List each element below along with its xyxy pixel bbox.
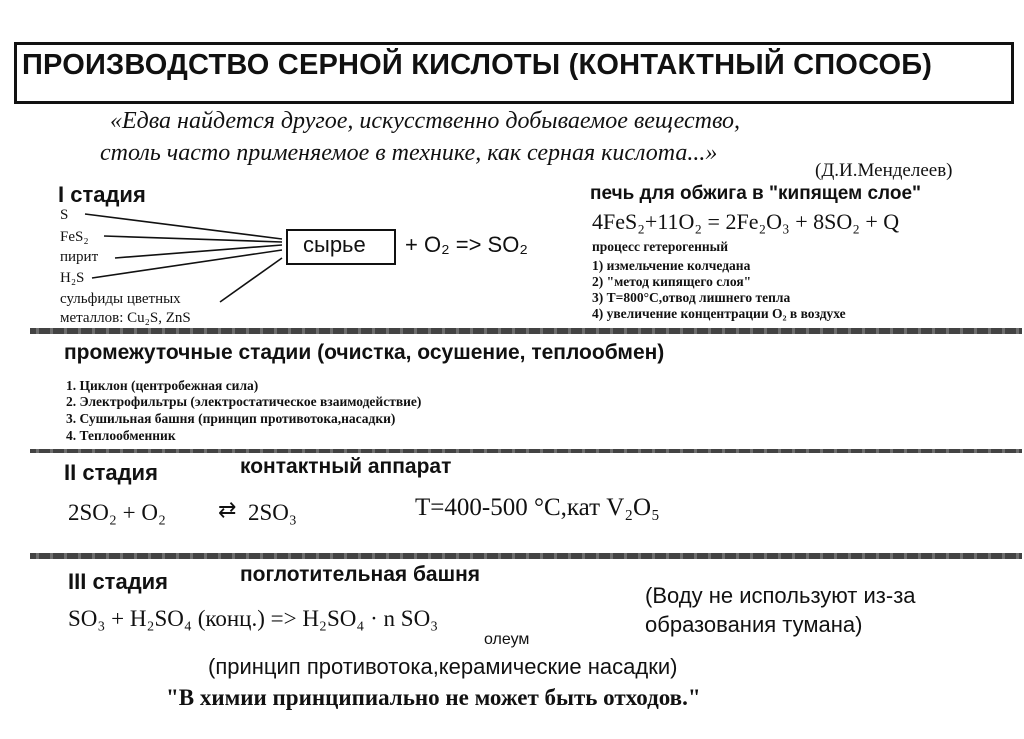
source-sulfides-line2: металлов: Cu₂S, ZnS xyxy=(60,310,191,326)
water-note-line-1: (Воду не используют из-за xyxy=(645,583,916,608)
furnace-title: печь для обжига в "кипящем слое" xyxy=(590,183,922,204)
furnace-equation: 4FeS₂+11O₂ = 2Fe₂O₃ + 8SO₂ + Q xyxy=(592,209,900,234)
process-note: процесс гетерогенный xyxy=(592,239,728,254)
stage2-eq-left: 2SO₂ + O₂ xyxy=(68,500,167,525)
divider-1 xyxy=(30,328,1022,334)
furnace-step-3: 3) Т=800°С,отвод лишнего тепла xyxy=(592,290,791,305)
divider-2 xyxy=(30,449,1022,453)
oleum-label: олеум xyxy=(484,631,530,648)
furnace-step-2: 2) "метод кипящего слоя" xyxy=(592,274,752,289)
equilibrium-arrow: ⇄ xyxy=(218,497,237,522)
intermediate-item-1: 1. Циклон (центробежная сила) xyxy=(66,378,259,393)
quote-author: (Д.И.Менделеев) xyxy=(815,160,953,181)
stage2-apparatus: контактный аппарат xyxy=(240,455,452,478)
stage2-conditions: T=400-500 °C,кат V₂O₅ xyxy=(415,494,660,521)
page-title: ПРОИЗВОДСТВО СЕРНОЙ КИСЛОТЫ (КОНТАКТНЫЙ СПОСОБ) xyxy=(22,49,933,81)
intermediate-item-4: 4. Теплообменник xyxy=(66,428,176,443)
stage2-heading: II стадия xyxy=(64,460,158,485)
water-note-line-2: образования тумана) xyxy=(645,612,863,637)
quote-line-1: «Едва найдется другое, искусственно добываемое вещество, xyxy=(110,108,741,134)
intermediate-item-3: 3. Сушильная башня (принцип противотока,насадки) xyxy=(66,411,396,426)
furnace-step-4: 4) увеличение концентрации O₂ в воздухе xyxy=(592,306,846,321)
source-fes2: FeS₂ xyxy=(60,229,89,245)
stage3-heading: III стадия xyxy=(68,569,169,594)
source-sulfur: S xyxy=(60,207,69,223)
intermediate-heading: промежуточные стадии (очистка, осушение, теплообмен) xyxy=(64,341,665,364)
source-h2s: H₂S xyxy=(60,270,85,286)
closing-motto: "В химии принципиально не может быть отходов." xyxy=(166,685,701,710)
stage3-principle: (принцип противотока,керамические насадки) xyxy=(208,654,678,679)
stage3-apparatus: поглотительная башня xyxy=(240,563,481,586)
stage2-eq-right: 2SO₃ xyxy=(248,500,297,525)
stage1-heading: I стадия xyxy=(58,182,146,207)
intermediate-item-2: 2. Электрофильтры (электростатическое взаимодействие) xyxy=(66,394,422,409)
stage1-reaction: + O₂ => SO₂ xyxy=(405,232,528,257)
furnace-step-1: 1) измельчение колчедана xyxy=(592,258,751,273)
raw-material-label: сырье xyxy=(303,232,366,257)
source-sulfides-line1: сульфиды цветных xyxy=(60,291,181,307)
divider-3 xyxy=(30,553,1022,559)
quote-line-2: столь часто применяемое в технике, как серная кислота...» xyxy=(100,140,718,166)
stage3-equation: SO₃ + H₂SO₄ (конц.) => H₂SO₄ · n SO₃ xyxy=(68,606,439,631)
source-pyrite: пирит xyxy=(60,249,99,265)
